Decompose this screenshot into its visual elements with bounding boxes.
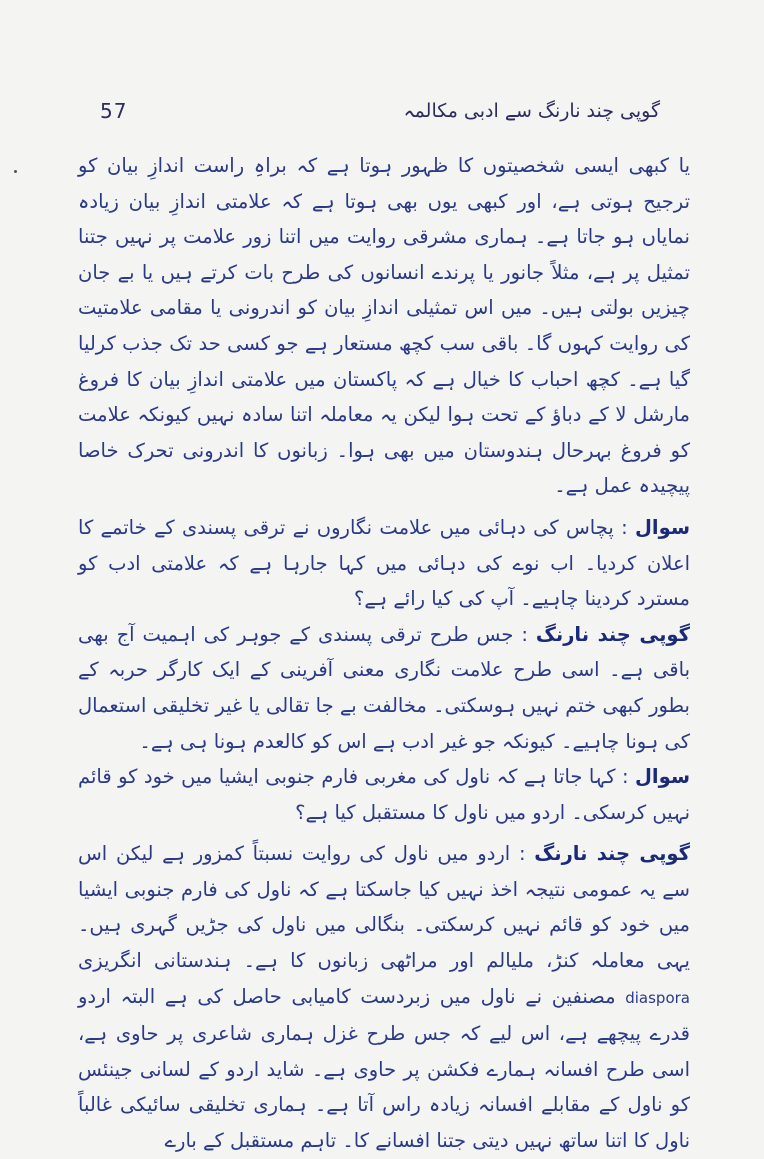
- question-1-text: : پچاس کی دہائی میں علامت نگاروں نے ترقی پسندی کے خاتمے کا اعلان کردیا۔ اب نوے کی دہائی میں کہا جارہا ہے کہ علامتی ادب کو مسترد کردینا چاہیے۔ آپ کی کیا رائے ہے؟: [78, 515, 690, 611]
- running-header: [100, 96, 660, 126]
- paragraph-intro-text: یا کبھی ایسی شخصیتوں کا ظہور ہوتا ہے کہ براہِ راست اندازِ بیان کو ترجیح ہوتی ہے، اور کبھی یوں بھی ہوتا ہے کہ علامتی اندازِ بیان زیادہ نمایاں ہو جاتا ہے۔ ہماری مشرقی روایت میں اتنا زور علامت پر نہیں جتنا تمثیل پر ہے، مثلاً جانور یا پرندے انسانوں کی طرح بات کرتے ہیں یا بے جان چیزیں بولتی ہیں۔ میں اس تمثیلی اندازِ بیان کو اندرونی یا مقامی علامتیت کی روایت کہوں گا۔ باقی سب کچھ مستعار ہے جو کسی حد تک جذب کرلیا گیا ہے۔ کچھ احباب کا خیال ہے کہ پاکستان میں علامتی اندازِ بیان کا فروغ مارشل لا کے دباؤ کے تحت ہوا لیکن یہ معاملہ اتنا سادہ نہیں کیونکہ علامت کو فروغ بہرحال ہندوستان میں بھی ہوا۔ زبانوں کا اندرونی تحرک خاصا پیچیدہ عمل ہے۔: [78, 154, 690, 498]
- page-number: 57: [100, 99, 128, 123]
- answer-1: [78, 617, 690, 759]
- page-body: [78, 148, 690, 1159]
- answer-2-latin-word: diaspora: [625, 988, 690, 1007]
- answer-2-text-part2: مصنفین نے ناول میں زبردست کامیابی حاصل کی ہے البتہ اردو قدرے پیچھے ہے، اس لیے کہ جس طرح غزل ہماری شاعری پر حاوی ہے، اسی طرح افسانہ ہمارے فکشن پر حاوی ہے۔ شاید اردو کے لسانی جینئس کو ناول کے مقابلے افسانہ زیادہ راس آتا ہے۔ ہماری تخلیقی سائیکی غالباً ناول کا اتنا ساتھ نہیں دیتی جتنا افسانے کا۔ تاہم مستقبل کے بارے: [78, 984, 690, 1153]
- page-speck: [14, 170, 17, 173]
- answer-1-label: گوپی چند نارنگ: [535, 622, 690, 646]
- paragraph-intro: [78, 148, 690, 504]
- question-1: [78, 510, 690, 617]
- running-title: گوپی چند نارنگ سے ادبی مکالمہ: [403, 100, 660, 122]
- question-2-text: : کہا جاتا ہے کہ ناول کی مغربی فارم جنوبی ایشیا میں خود کو قائم نہیں کرسکی۔ اردو میں ناول کا مستقبل کیا ہے؟: [78, 765, 690, 824]
- answer-2-label: گوپی چند نارنگ: [534, 842, 690, 866]
- question-1-label: سوال: [634, 515, 690, 539]
- question-2: [78, 759, 690, 830]
- answer-2: [78, 836, 690, 1158]
- question-2-label: سوال: [634, 765, 690, 789]
- answer-1-text: : جس طرح ترقی پسندی کے جوہر کی اہمیت آج بھی باقی ہے۔ اسی طرح علامت نگاری معنی آفرینی کے ایک کارگر حربہ کے بطور کبھی ختم نہیں ہوسکتی۔ مخالفت بے جا تقالی یا غیر تخلیقی استعمال کی ہونا چاہیے۔ کیونکہ جو غیر ادب ہے اس کو کالعدم ہونا ہی ہے۔: [78, 622, 690, 753]
- answer-2-text-part1: : اردو میں ناول کی روایت نسبتاً کمزور ہے لیکن اس سے یہ عمومی نتیجہ اخذ نہیں کیا جاسکتا ہے کہ ناول کی فارم جنوبی ایشیا میں خود کو قائم نہیں کرسکتی۔ بنگالی میں ناول کی جڑیں گہری ہیں۔ یہی معاملہ کنڑ، ملیالم اور مراٹھی زبانوں کا ہے۔ ہندستانی انگریزی: [78, 842, 690, 973]
